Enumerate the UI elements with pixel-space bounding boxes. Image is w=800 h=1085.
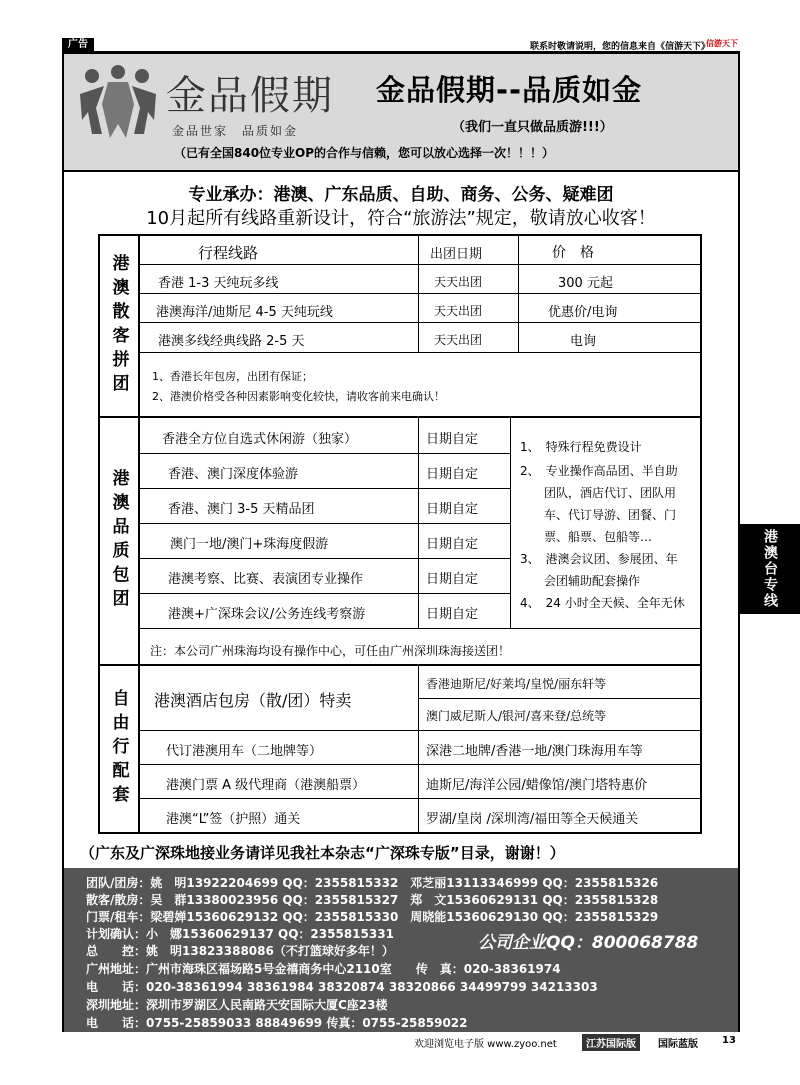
table-row: 香港 1-3 天纯玩多线 bbox=[158, 276, 279, 291]
col-header-route: 行程线路 bbox=[198, 244, 259, 262]
feature-line: 4、 24 小时全天候、全年无休 bbox=[520, 596, 685, 610]
feature-line: 车、代订导游、团餐、门 bbox=[520, 508, 677, 522]
phone-line: 电 话：0755-25859033 88849699 传真：0755-25859022 bbox=[86, 1016, 468, 1030]
hotel-list: 澳门威尼斯人/银河/喜来登/总统等 bbox=[426, 709, 607, 723]
table-row: 港澳门票 A 级代理商（港澳船票） bbox=[166, 778, 366, 793]
note-line: 1、香港长年包房，出团有保证； bbox=[152, 370, 313, 383]
table-row: 日期自定 bbox=[426, 537, 479, 552]
contact-line: 总 控：姚 明13823388086（不打篮球好多年！） bbox=[86, 944, 394, 958]
table-row: 日期自定 bbox=[426, 572, 479, 587]
col-header-date: 出团日期 bbox=[430, 247, 483, 262]
people-logo-icon bbox=[78, 64, 158, 142]
table-row: 日期自定 bbox=[426, 502, 479, 517]
section-side-tab: 港澳台专线 bbox=[740, 524, 800, 614]
edition-tag: 江苏国际版 bbox=[582, 1034, 640, 1051]
feature-line: 团队，酒店代订、团队用 bbox=[520, 486, 677, 500]
contact-line: 散客/散房：吴 群13380023956 QQ：2355815327 郑 文15360629131 QQ：2355815328 bbox=[86, 893, 659, 907]
ad-tag: 广告 bbox=[62, 38, 94, 52]
section-independent-travel bbox=[98, 664, 702, 834]
table-row: 代订港澳用车（二地牌等） bbox=[166, 744, 323, 759]
table-row: 天天出团 bbox=[434, 304, 483, 318]
page-footer bbox=[62, 1034, 740, 1050]
table-row: 电询 bbox=[570, 334, 597, 349]
source-note: 联系时敬请说明，您的信息来自《信游天下》 bbox=[529, 42, 710, 52]
table-row: 深港二地牌/香港一地/澳门珠海用车等 bbox=[426, 744, 643, 759]
note-line: 注：本公司广州珠海均设有操作中心，可任由广州深圳珠海接送团！ bbox=[150, 644, 511, 658]
section-group-tours bbox=[98, 234, 702, 418]
table-row: 澳门一地/澳门+珠海度假游 bbox=[170, 537, 329, 552]
services-line: 专业承办：港澳、广东品质、自助、商务、公务、疑难团 bbox=[188, 185, 614, 205]
table-row: 香港、澳门 3-5 天精品团 bbox=[168, 502, 315, 517]
publication-logo: 信游天下 bbox=[706, 39, 738, 48]
contact-footer bbox=[64, 868, 738, 1032]
ad-header bbox=[64, 54, 738, 172]
table-row: 香港全方位自选式休闲游（独家） bbox=[162, 432, 358, 447]
edition-name: 国际蓝版 bbox=[658, 1039, 698, 1050]
feature-line: 1、 特殊行程免费设计 bbox=[520, 440, 642, 454]
table-row: 港澳考察、比赛、表演团专业操作 bbox=[168, 572, 364, 587]
table-row: 天天出团 bbox=[434, 333, 483, 347]
address-line: 广州地址：广州市海珠区福场路5号金禧商务中心2110室 传 真：020-38361974 bbox=[86, 962, 561, 976]
redesign-line: 10月起所有线路重新设计，符合“旅游法”规定，敬请放心收客！ bbox=[146, 208, 656, 229]
table-row: 港澳多线经典线路 2-5 天 bbox=[158, 334, 305, 349]
section-label: 港澳品质包团 bbox=[100, 418, 140, 664]
section-label: 自由行配套 bbox=[100, 666, 140, 832]
contact-line: 门票/租车：梁碧婵15360629132 QQ：2355815330 周晓能15360629130 QQ：2355815329 bbox=[86, 910, 659, 924]
local-service-note: （广东及广深珠地接业务请详见我社本杂志“广深珠专版”目录，谢谢！） bbox=[80, 844, 565, 862]
hotel-list: 香港迪斯尼/好莱坞/皇悦/丽东轩等 bbox=[426, 677, 607, 691]
page-number: 13 bbox=[722, 1035, 736, 1046]
section-premium-tours bbox=[98, 416, 702, 666]
contact-line: 计划确认：小 娜15360629137 QQ：2355815331 bbox=[86, 927, 394, 941]
table-row: 天天出团 bbox=[434, 275, 483, 289]
table-row: 迪斯尼/海洋公园/蜡像馆/澳门塔特惠价 bbox=[426, 778, 648, 793]
brand-logo bbox=[74, 60, 364, 142]
table-row: 300 元起 bbox=[558, 276, 613, 291]
table-row: 香港、澳门深度体验游 bbox=[168, 467, 299, 482]
feature-line: 票、船票、包船等… bbox=[520, 530, 653, 544]
logo-slogan: 金品世家 品质如金 bbox=[172, 124, 299, 138]
table-row: 日期自定 bbox=[426, 467, 479, 482]
ad-frame bbox=[62, 52, 740, 1032]
logo-title: 金品假期 bbox=[166, 73, 334, 119]
feature-line: 会团辅助配套操作 bbox=[520, 574, 641, 588]
feature-line: 3、 港澳会议团、参展团、年 bbox=[520, 552, 678, 566]
col-header-price: 价 格 bbox=[552, 245, 594, 261]
feature-line: 2、 专业操作高品团、半自助 bbox=[520, 464, 678, 478]
address-line: 深圳地址：深圳市罗湖区人民南路天安国际大厦C座23楼 bbox=[86, 998, 388, 1012]
section-label: 港澳散客拼团 bbox=[100, 236, 140, 416]
table-row: 日期自定 bbox=[426, 432, 479, 447]
table-row: 罗湖/皇岗 /深圳湾/福田等全天候通关 bbox=[426, 812, 639, 827]
sub-headline: （我们一直只做品质游!!!） bbox=[452, 120, 613, 135]
footer-url: 欢迎浏览电子版 www.zyoo.net bbox=[414, 1039, 557, 1050]
table-row: 日期自定 bbox=[426, 607, 479, 622]
phone-line: 电 话：020-38361994 38361984 38320874 38320866 34499799 34213303 bbox=[86, 980, 598, 994]
headline: 金品假期--品质如金 bbox=[376, 73, 643, 107]
table-row: 港澳海洋/迪斯尼 4-5 天纯玩线 bbox=[156, 305, 333, 320]
company-qq: 公司企业QQ：800068788 bbox=[478, 933, 699, 953]
trust-note: （已有全国840位专业OP的合作与信赖，您可以放心选择一次！！！） bbox=[174, 146, 555, 160]
contact-line: 团队/团房：姚 明13922204699 QQ：2355815332 邓芝丽13113346999 QQ：2355815326 bbox=[86, 876, 659, 890]
hotel-special: 港澳酒店包房（散/团）特卖 bbox=[154, 691, 352, 710]
table-row: 港澳+广深珠会议/公务连线考察游 bbox=[168, 607, 366, 622]
table-row: 港澳“L”签（护照）通关 bbox=[166, 812, 301, 827]
table-row: 优惠价/电询 bbox=[548, 305, 618, 320]
note-line: 2、港澳价格受各种因素影响变化较快，请收客前来电确认！ bbox=[152, 390, 445, 403]
